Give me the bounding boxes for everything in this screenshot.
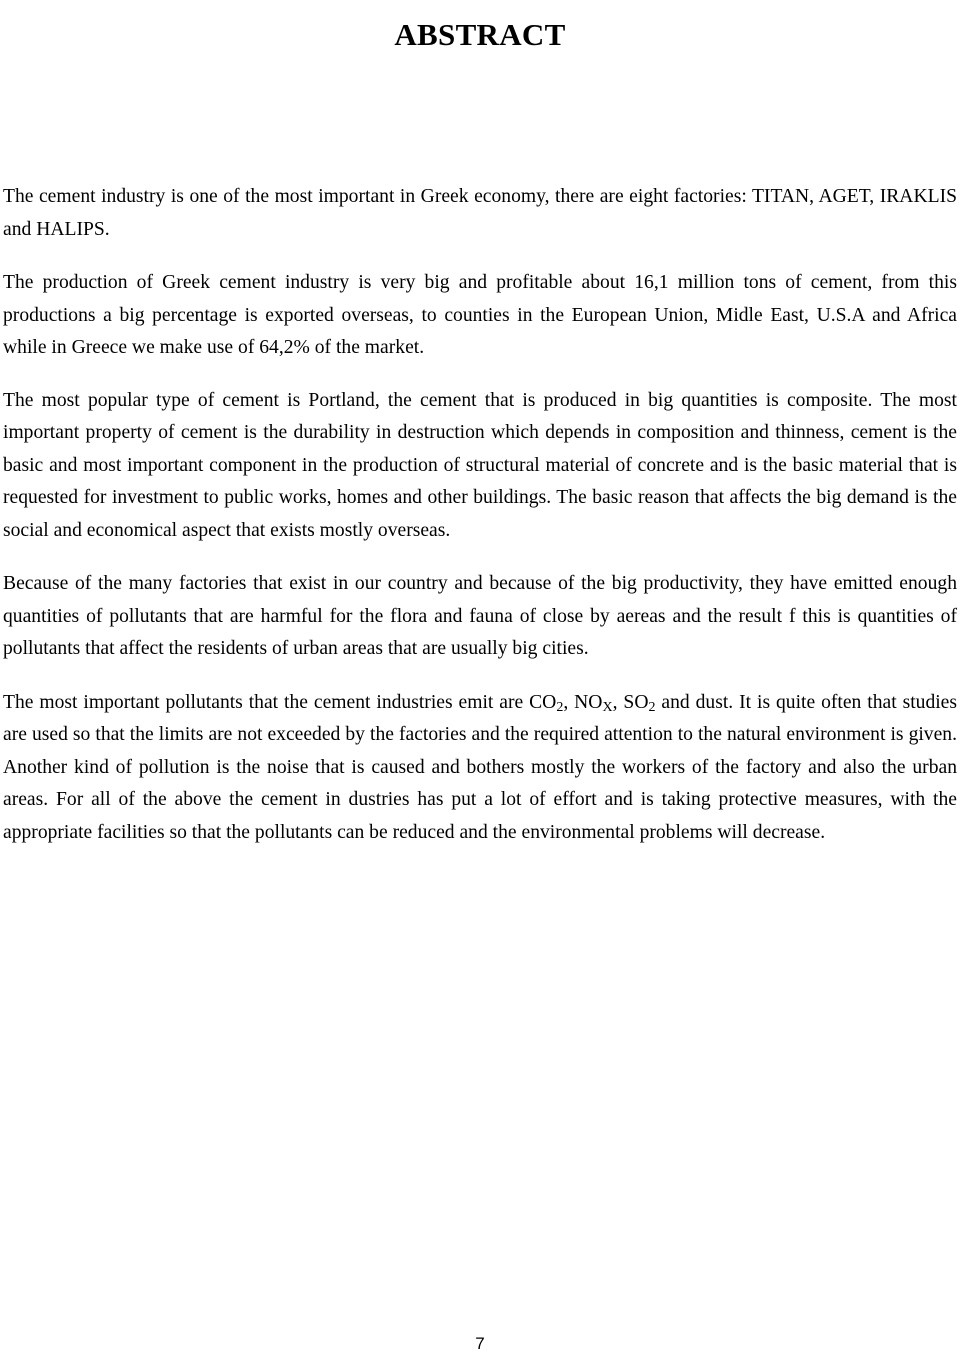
paragraph-pollutants [3,687,957,850]
paragraph-factories-pollution: Because of the many factories that exist in our country and because of the big productivity, they have emitted enough quantities of pollutants that are harmful for the flora and fauna of close by aereas and the result f this is quantities of pollutants that affect the residents of urban areas that are usually big cities. [3,573,957,659]
abstract-body [3,181,957,849]
pollutant-separator: , [563,691,575,713]
paragraph-production: The production of Greek cement industry is very big and profitable about 16,1 million tons of cement, from this productions a big percentage is exported overseas, to counties in the European Union, Midle East, U.S.A and Africa while in Greece we make use of 64,2% of the market. [3,272,957,358]
page-title: ABSTRACT [394,16,566,52]
so2-subscript: 2 [648,699,656,715]
page-number: 7 [475,1334,485,1353]
pollutants-rest-text: and dust. It is quite often that studies are used so that the limits are not exceeded by the factories and the required attention to the natural environment is given. Another kind of pollution is the noise that is caused and bothers mostly the workers of the factory and also the urban areas. For all of the above the cement in dustries has put a lot of effort and is taking protective measures, with the appropriate facilities so that the pollutants can be reduced and the environmental problems will decrease. [3,691,958,843]
co2-subscript: 2 [556,699,564,715]
pollutant-separator: , [612,691,624,713]
paragraph-cement-industry: The cement industry is one of the most important in Greek economy, there are eight factories: TITAN, AGET, IRAKLIS and HALIPS. [3,186,957,240]
co2-base: CO [529,691,557,713]
pollutants-intro-text: The most important pollutants that the cement industries emit are [3,691,530,713]
nox-formula [574,692,612,713]
so2-formula [623,692,655,713]
nox-base: NO [574,691,603,713]
nox-subscript: X [602,699,613,715]
paragraph-portland-cement: The most popular type of cement is Portland, the cement that is produced in big quantities is composite. The most important property of cement is the durability in destruction which depends in composition and thinness, cement is the basic and most important component in the production of structural material of concrete and is the basic material that is requested for investment to public works, homes and other buildings. The basic reason that affects the big demand is the social and economical aspect that exists mostly overseas. [3,389,957,541]
co2-formula [529,692,563,713]
so2-base: SO [623,691,649,713]
